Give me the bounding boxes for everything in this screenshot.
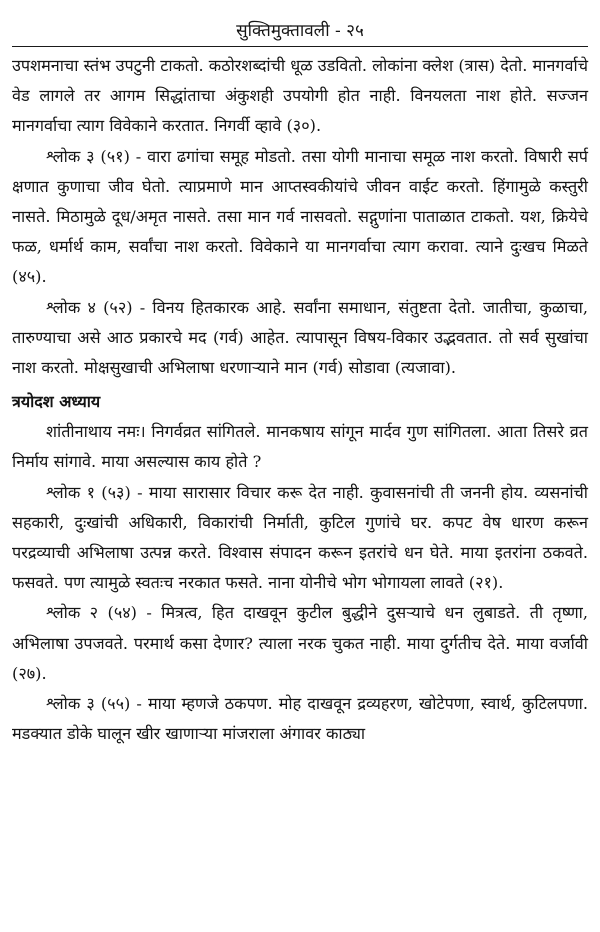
page-body [12,51,588,749]
running-title: सुक्तिमुक्तावली - २५ [236,21,364,41]
paragraph-shloka-51: श्लोक ३ (५१) - वारा ढगांचा समूह मोडतो. तसा योगी मानाचा समूळ नाश करतो. विषारी सर्प क्षणात कुणाचा जीव घेतो. त्याप्रमाणे मान आप्तस्वकीयांचे जीवन वाईट करतो. हिंगामुळे कस्तुरी नासते. मिठामुळे दूध/अमृत नासते. तसा मान गर्व नासवतो. सद्गुणांना पाताळात टाकतो. यश, क्रियेचे फळ, धर्मार्थ काम, सर्वांचा नाश करतो. विवेकाने या मानगर्वाचा त्याग करावा. त्याने दुःखच मिळते (४५). [12,146,588,287]
paragraph-shloka-52: श्लोक ४ (५२) - विनय हितकारक आहे. सर्वांना समाधान, संतुष्टता देतो. जातीचा, कुळाचा, तारुण्याचा असे आठ प्रकारचे मद (गर्व) आहेत. त्यापासून विषय-विकार उद्भवतात. तो सर्व सुखांचा नाश करतो. मोक्षसुखाची अभिलाषा धरणाऱ्याने मान (गर्व) सोडावा (त्यजावा). [12,297,588,378]
running-header [12,0,588,46]
paragraph-shloka-53: श्लोक १ (५३) - माया सारासार विचार करू देत नाही. कुवासनांची ती जननी होय. व्यसनांची सहकारी, दुःखांची अधिकारी, विकारांची निर्माती, कुटिल गुणांचे घर. कपट वेष धारण करून परद्रव्याची अभिलाषा उत्पन्न करते. विश्वास संपादन करून इतरांचे धन घेते. माया इतरांना ठकवते. फसवते. पण त्यामुळे स्वतःच नरकात फसते. नाना योनीचे भोग भोगायला लावते (२१). [12,482,588,593]
header-rule [12,46,588,47]
paragraph-shloka-54: श्लोक २ (५४) - मित्रत्व, हित दाखवून कुटील बुद्धीने दुसऱ्याचे धन लुबाडते. ती तृष्णा, अभिलाषा उपजवते. परमार्थ कसा देणार? त्याला नरक चुकत नाही. माया दुर्गतीच देते. माया वर्जावी (२७). [12,603,588,683]
paragraph-invocation: शांतीनाथाय नमः। निगर्वव्रत सांगितले. मानकषाय सांगून मार्दव गुण सांगितला. आता तिसरे व्रत निर्माय सांगावे. माया असल्यास काय होते ? [12,422,588,472]
paragraph-continuation: उपशमनाचा स्तंभ उपटुनी टाकतो. कठोरशब्दांची धूळ उडवितो. लोकांना क्लेश (त्रास) देतो. मानगर्वाचे वेड लागले तर आगम सिद्धांताचा अंकुशही उपयोगी होत नाही. विनयलता नाश होते. सज्जन मानगर्वाचा त्याग विवेकाने करतात. निगर्वी व्हावे (३०). [12,56,588,136]
chapter-heading: त्रयोदश अध्याय [12,392,101,412]
paragraph-shloka-55: श्लोक ३ (५५) - माया म्हणजे ठकपण. मोह दाखवून द्रव्यहरण, खोटेपणा, स्वार्थ, कुटिलपणा. मडक्यात डोके घालून खीर खाणाऱ्या मांजराला अंगावर काठ्या [12,694,588,744]
